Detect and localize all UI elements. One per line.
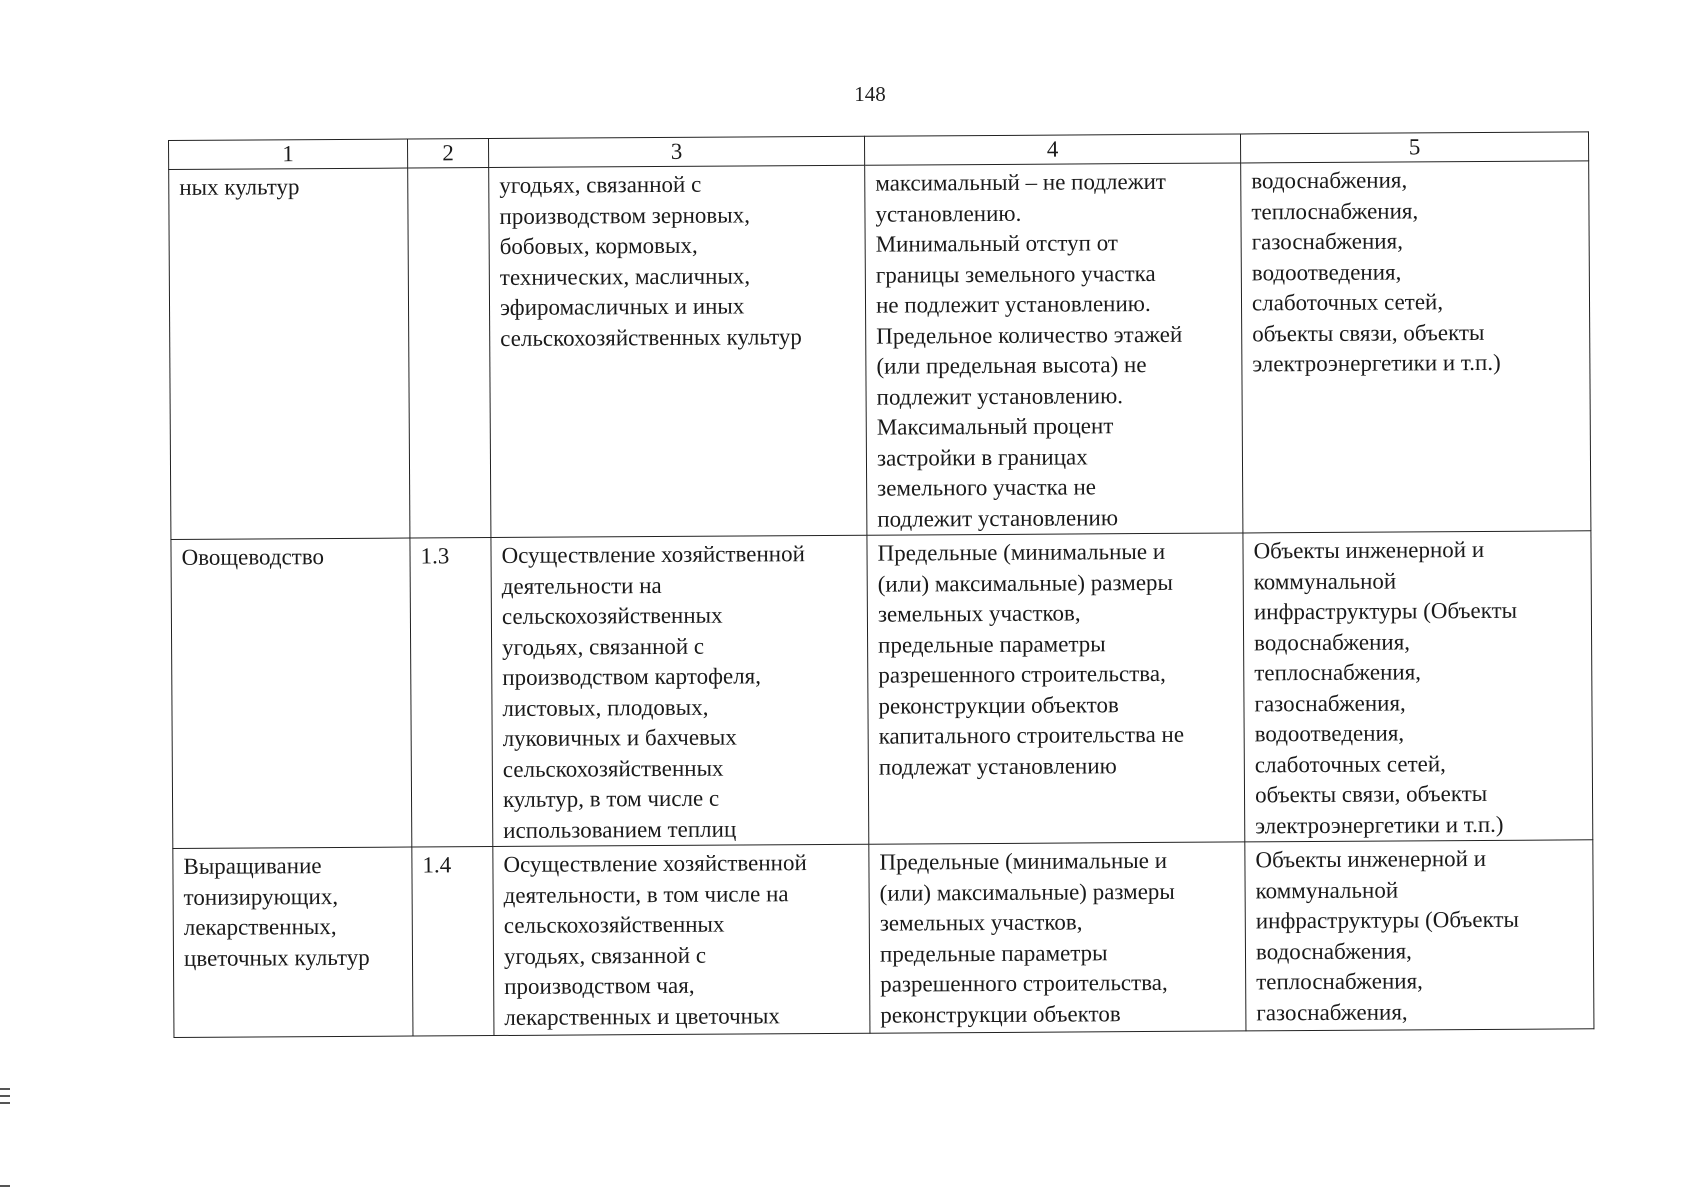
cell-parameters xyxy=(867,533,1245,844)
auxiliary-text: Объекты инженерной и коммунальной инфраструктуры (Объекты водоснабжения, теплоснабжения, газоснабжения, водоотведения, слаботочных сетей, объекты связи, объекты электроэнергетики и т.п.) xyxy=(1253,536,1518,838)
parameters-text: Предельные (минимальные и (или) максимальные) размеры земельных участков, предельные параметры разрешенного строительства, реконструкции объектов xyxy=(879,847,1175,1028)
margin-scan-mark xyxy=(0,1088,10,1090)
description-text: угодьях, связанной с производством зерновых, бобовых, кормовых, технических, масличных, эфиромасличных и иных сельскохозяйственных культур xyxy=(499,171,802,351)
column-header-3: 3 xyxy=(488,136,864,167)
margin-scan-mark xyxy=(0,1095,10,1097)
cell-parameters xyxy=(869,842,1246,1033)
cell-auxiliary xyxy=(1241,161,1591,533)
cell-auxiliary xyxy=(1243,531,1593,842)
page-number: 148 xyxy=(854,82,886,106)
cell-use-code xyxy=(408,168,491,538)
cell-description xyxy=(489,165,867,537)
column-header-4: 4 xyxy=(864,134,1240,165)
cell-description xyxy=(493,844,870,1035)
table-row xyxy=(169,161,1591,540)
cell-use-name xyxy=(171,538,412,848)
cell-use-code xyxy=(412,847,494,1036)
cell-use-code xyxy=(410,538,493,847)
cell-use-name xyxy=(173,847,413,1037)
column-header-2: 2 xyxy=(407,139,488,168)
description-text: Осуществление хозяйственной деятельности на сельскохозяйственных угодьях, связанной с производством картофеля, листовых, плодовых, луковичных и бахчевых сельскохозяйственных культур, в том числе с использованием теплиц xyxy=(501,541,805,843)
table-row xyxy=(173,840,1594,1038)
auxiliary-text: Объекты инженерной и коммунальной инфраструктуры (Объекты водоснабжения, теплоснабжения, газоснабжения, xyxy=(1255,845,1520,1025)
description-text: Осуществление хозяйственной деятельности, в том числе на сельскохозяйственных угодьях, связанной с производством чая, лекарственных и цветочных xyxy=(503,850,807,1030)
use-code-text: 1.3 xyxy=(420,543,450,569)
margin-scan-mark xyxy=(0,1185,10,1187)
column-header-1: 1 xyxy=(169,139,408,169)
auxiliary-text: водоснабжения, теплоснабжения, газоснабжения, водоотведения, слаботочных сетей, объекты связи, объекты электроэнергетики и т.п.) xyxy=(1251,167,1501,377)
parameters-text: максимальный – не подлежит установлению. Минимальный отступ от границы земельного участка не подлежит установлению. Предельное количество этажей (или предельная высота) не подлежит установлению. Максимальный процент застройки в границах земельного участка не подлежит установлению xyxy=(875,168,1183,532)
parameters-text: Предельные (минимальные и (или) максимальные) размеры земельных участков, предельные параметры разрешенного строительства, реконструкции объектов капитального строительства не подлежат установлению xyxy=(877,538,1185,780)
zoning-table xyxy=(168,131,1594,1038)
cell-auxiliary xyxy=(1245,840,1594,1031)
use-name-text: Выращивание тонизирующих, лекарственных, цветочных культур xyxy=(183,853,370,971)
cell-description xyxy=(491,535,869,846)
column-header-5: 5 xyxy=(1240,132,1588,163)
cell-use-name xyxy=(169,168,410,539)
use-name-text: Овощеводство xyxy=(181,544,325,570)
use-name-text: ных культур xyxy=(179,174,300,200)
table-row xyxy=(171,531,1593,849)
margin-scan-mark xyxy=(0,1102,10,1104)
use-code-text: 1.4 xyxy=(422,852,452,878)
cell-parameters xyxy=(865,163,1243,535)
